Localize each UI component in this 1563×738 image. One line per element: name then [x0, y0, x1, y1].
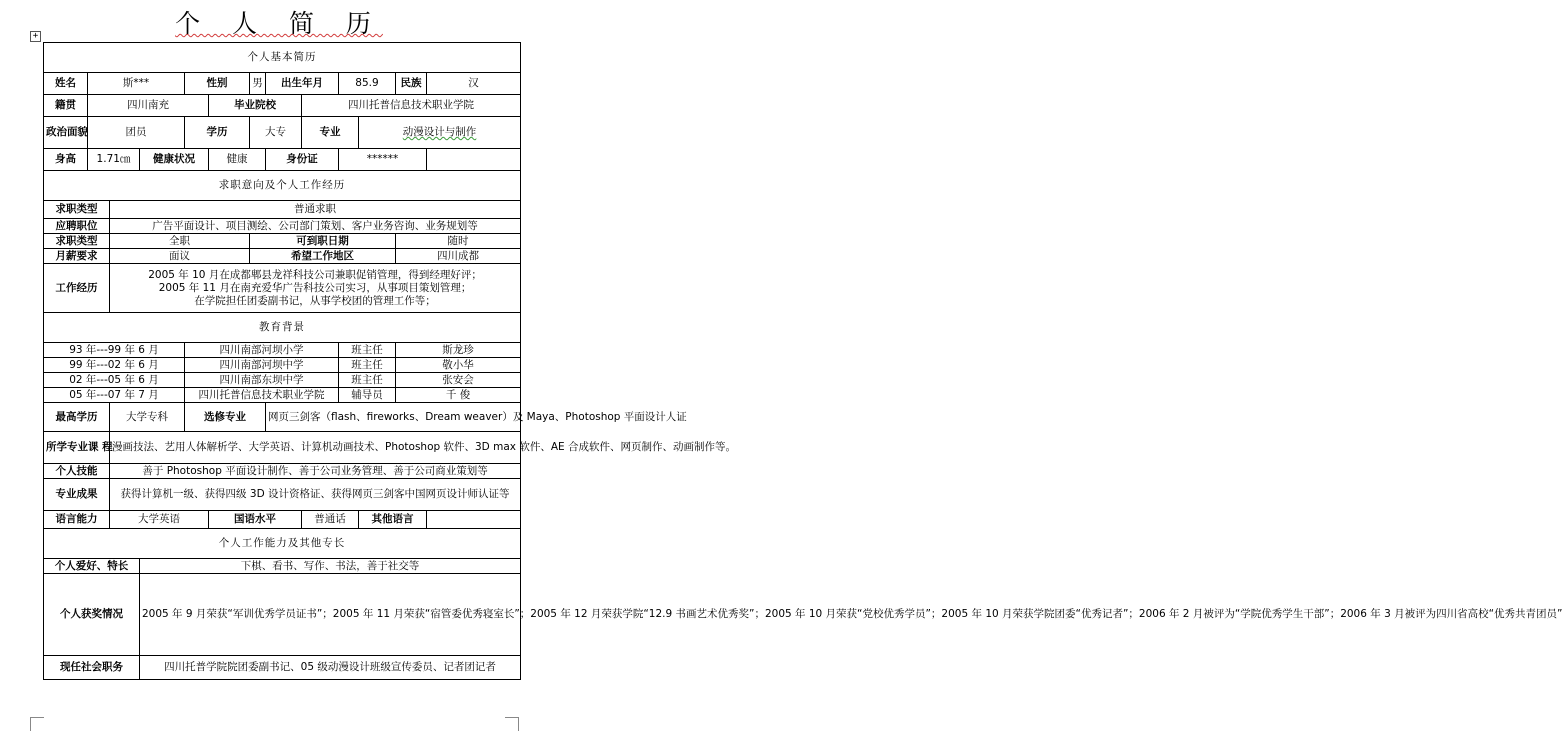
native-value: 四川南充 [88, 95, 209, 117]
job-type2-value: 全职 [110, 234, 250, 249]
elective-value: 网页三剑客（flash、fireworks、Dream weaver）及 Maya、Photoshop 平面设计人证 [266, 403, 521, 432]
duty-label: 现任社会职务 [44, 656, 140, 680]
elective-label: 选修专业 [185, 403, 266, 432]
experience-item: 在学院担任团委副书记，从事学校团的管理工作等； [194, 294, 436, 307]
experience-list [110, 264, 521, 313]
courses-value: 漫画技法、艺用人体解析学、大学英语、计算机动画技术、Photoshop 软件、3D max 软件、AE 合成软件、网页制作、动画制作等。 [110, 432, 521, 464]
mandarin-value: 普通话 [302, 511, 359, 529]
area-value: 四川成都 [396, 249, 521, 264]
experience-label: 工作经历 [44, 264, 110, 313]
edu-period: 02 年---05 年 6 月 [44, 373, 185, 388]
name-label: 姓名 [44, 73, 88, 95]
ethnicity-label: 民族 [396, 73, 427, 95]
edu-teacher: 千 俊 [396, 388, 521, 403]
edu-school: 四川南部河坝小学 [185, 343, 339, 358]
ability-label: 个人技能 [44, 464, 110, 479]
other-language-value [427, 511, 521, 529]
highest-degree-label: 最高学历 [44, 403, 110, 432]
start-date-value: 随时 [396, 234, 521, 249]
area-label: 希望工作地区 [250, 249, 396, 264]
table-row [44, 358, 521, 373]
position-label: 应聘职位 [44, 219, 110, 234]
hobby-label: 个人爱好、特长 [44, 559, 140, 574]
edu-school: 四川南部河坝中学 [185, 358, 339, 373]
salary-label: 月薪要求 [44, 249, 110, 264]
table-move-handle-icon[interactable]: + [30, 31, 41, 42]
section-basic-title: 个人基本简历 [44, 43, 521, 73]
experience-item: 2005 年 11 月在南充爱华广告科技公司实习，从事项目策划管理； [158, 281, 472, 294]
table-row [44, 343, 521, 358]
degree-label: 学历 [185, 117, 250, 149]
school-label: 毕业院校 [209, 95, 302, 117]
id-label: 身份证 [266, 149, 339, 171]
height-label: 身高 [44, 149, 88, 171]
table-row [44, 373, 521, 388]
section-skills-title: 个人工作能力及其他专长 [44, 529, 521, 559]
mandarin-label: 国语水平 [209, 511, 302, 529]
edu-teacher: 张安会 [396, 373, 521, 388]
edu-role: 班主任 [339, 343, 396, 358]
major-label: 专业 [302, 117, 359, 149]
political-value: 团员 [88, 117, 185, 149]
edu-school: 四川托普信息技术职业学院 [185, 388, 339, 403]
courses-label: 所学专业课 程 [44, 432, 110, 464]
edu-teacher: 敬小华 [396, 358, 521, 373]
ethnicity-value: 汉 [427, 73, 521, 95]
health-label: 健康状况 [140, 149, 209, 171]
school-value: 四川托普信息技术职业学院 [302, 95, 521, 117]
start-date-label: 可到职日期 [250, 234, 396, 249]
major-value: 动漫设计与制作 [359, 117, 521, 149]
edu-teacher: 斯龙珍 [396, 343, 521, 358]
id-value: ****** [339, 149, 427, 171]
edu-period: 93 年---99 年 6 月 [44, 343, 185, 358]
gender-value: 男 [250, 73, 266, 95]
experience-item: 2005 年 10 月在成都郫县龙祥科技公司兼职促销管理，得到经理好评； [148, 268, 482, 281]
height-value: 1.71㎝ [88, 149, 140, 171]
birth-value: 85.9 [339, 73, 396, 95]
edu-role: 辅导员 [339, 388, 396, 403]
achievement-label: 专业成果 [44, 479, 110, 511]
political-label: 政治面貌 [44, 117, 88, 149]
language-label: 语言能力 [44, 511, 110, 529]
page-corner-mark [30, 717, 44, 731]
gender-label: 性别 [185, 73, 250, 95]
section-job-title: 求职意向及个人工作经历 [44, 171, 521, 201]
awards-value: 2005 年 9 月荣获“军训优秀学员证书”；2005 年 11 月荣获“宿管委优秀寝室长”；2005 年 12 月荣获学院“12.9 书画艺术优秀奖”；2005 年 10 月荣获“党校优秀学员”；2005 年 10 月荣获学院团委“优秀记者”；2006 年 2 月被评为“学院优秀学生干部”；2006 年 3 月被评为四川省高校“优秀共青团员” [140, 574, 521, 656]
position-value: 广告平面设计、项目测绘、公司部门策划、客户业务咨询、业务规划等 [110, 219, 521, 234]
job-type-label: 求职类型 [44, 201, 110, 219]
other-language-label: 其他语言 [359, 511, 427, 529]
awards-label: 个人获奖情况 [44, 574, 140, 656]
salary-value: 面议 [110, 249, 250, 264]
name-value: 斯*** [88, 73, 185, 95]
edu-school: 四川南部东坝中学 [185, 373, 339, 388]
edu-period: 99 年---02 年 6 月 [44, 358, 185, 373]
hobby-value: 下棋、看书、写作、书法，善于社交等 [140, 559, 521, 574]
page-corner-mark [505, 717, 519, 731]
language-value: 大学英语 [110, 511, 209, 529]
job-type-value: 普通求职 [110, 201, 521, 219]
basic-blank-cell [427, 149, 521, 171]
section-education-title: 教育背景 [44, 313, 521, 343]
ability-value: 善于 Photoshop 平面设计制作、善于公司业务管理、善于公司商业策划等 [110, 464, 521, 479]
edu-role: 班主任 [339, 358, 396, 373]
page-title: 个 人 简 历 [175, 9, 383, 38]
job-type2-label: 求职类型 [44, 234, 110, 249]
edu-period: 05 年---07 年 7 月 [44, 388, 185, 403]
birth-label: 出生年月 [266, 73, 339, 95]
health-value: 健康 [209, 149, 266, 171]
duty-value: 四川托普学院院团委副书记、05 级动漫设计班级宣传委员、记者团记者 [140, 656, 521, 680]
highest-degree-value: 大学专科 [110, 403, 185, 432]
degree-value: 大专 [250, 117, 302, 149]
resume-table [43, 42, 1563, 680]
achievement-value: 获得计算机一级、获得四级 3D 设计资格证、获得网页三剑客中国网页设计师认证等 [110, 479, 521, 511]
table-row [44, 388, 521, 403]
native-label: 籍贯 [44, 95, 88, 117]
edu-role: 班主任 [339, 373, 396, 388]
